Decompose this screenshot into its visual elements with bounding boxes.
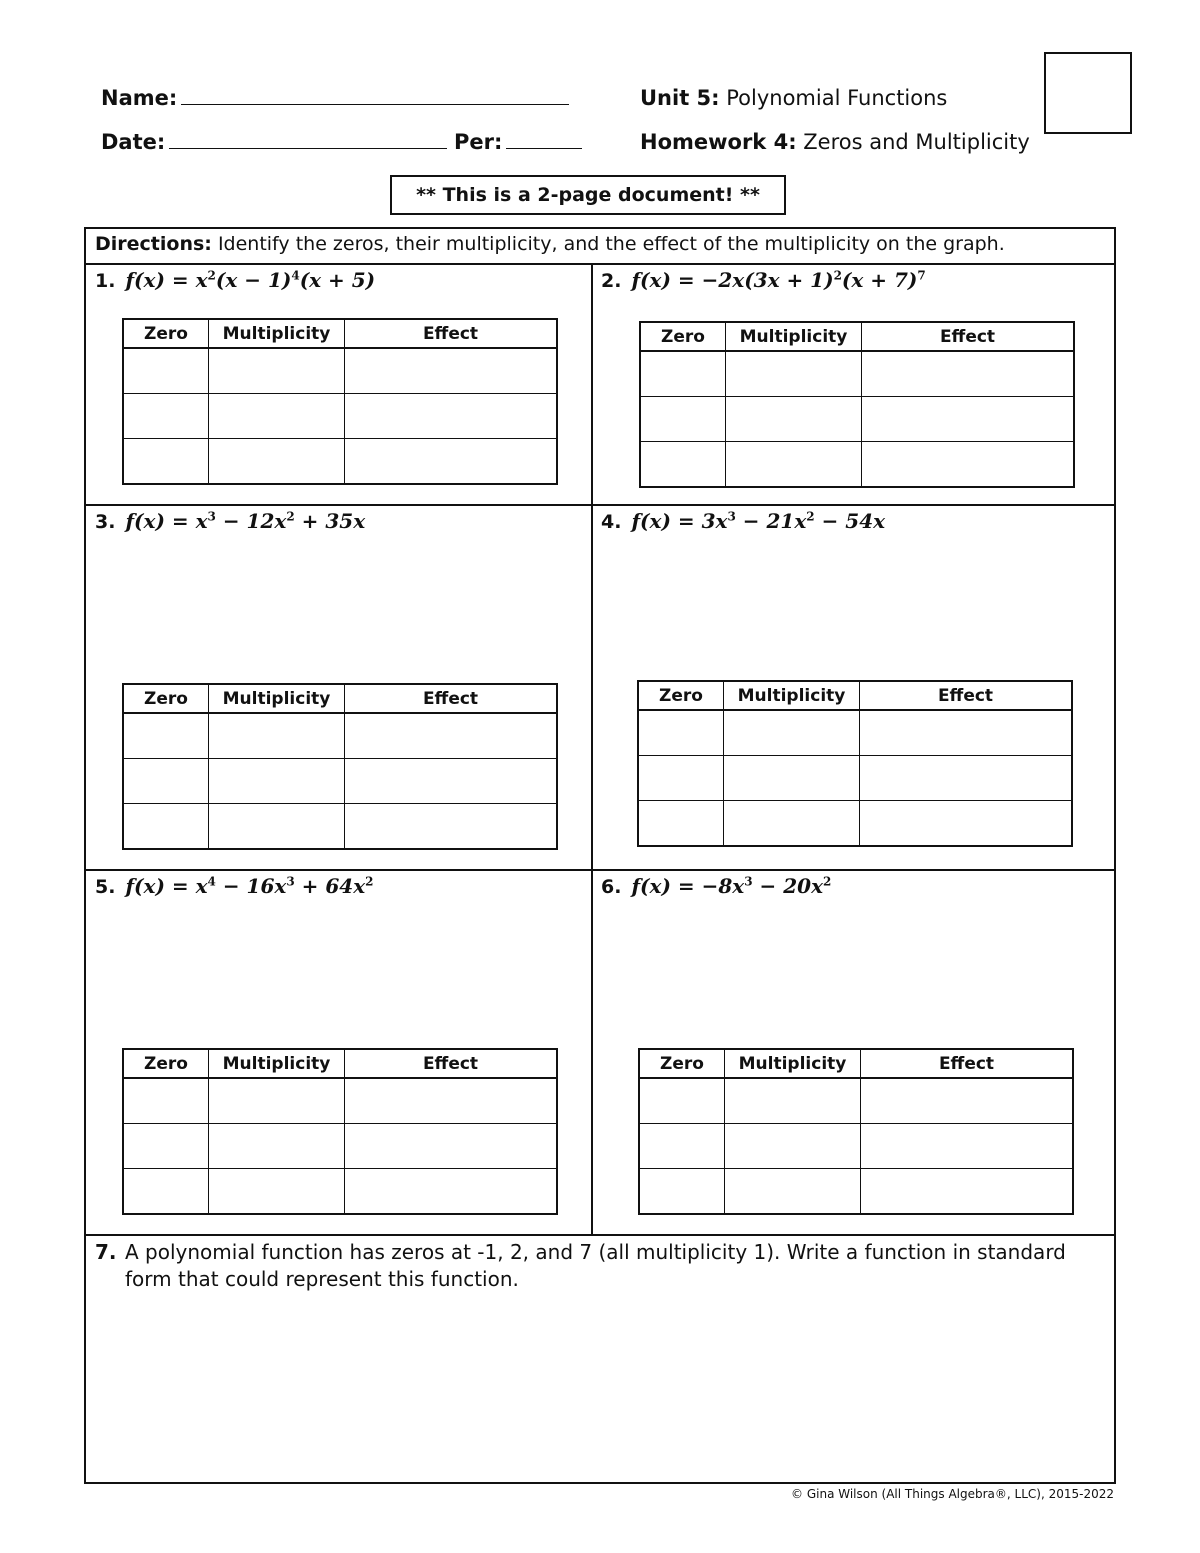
answer-cell[interactable] bbox=[860, 801, 1073, 847]
answer-cell[interactable] bbox=[860, 710, 1073, 756]
answer-cell[interactable] bbox=[724, 756, 860, 801]
answer-cell[interactable] bbox=[345, 759, 558, 804]
answer-cell[interactable] bbox=[209, 1124, 345, 1169]
problem-4 bbox=[601, 509, 885, 533]
problem-2 bbox=[601, 268, 926, 292]
effect-header: Effect bbox=[861, 1049, 1074, 1078]
answer-cell[interactable] bbox=[639, 1078, 725, 1124]
answer-cell[interactable] bbox=[345, 1169, 558, 1215]
answer-cell[interactable] bbox=[862, 351, 1075, 397]
answer-cell[interactable] bbox=[123, 759, 209, 804]
problem-number: 2. bbox=[601, 270, 622, 292]
answer-table-3 bbox=[122, 683, 558, 850]
answer-cell[interactable] bbox=[640, 351, 726, 397]
function-expression: $f(x) = -8x^3 - 20x^2$ bbox=[631, 874, 832, 898]
multiplicity-header: Multiplicity bbox=[724, 681, 860, 710]
name-field[interactable] bbox=[101, 86, 569, 110]
answer-cell[interactable] bbox=[640, 442, 726, 488]
answer-cell[interactable] bbox=[861, 1078, 1074, 1124]
answer-cell[interactable] bbox=[209, 394, 345, 439]
answer-cell[interactable] bbox=[345, 1124, 558, 1169]
copyright: © Gina Wilson (All Things Algebra®, LLC), 2015-2022 bbox=[791, 1487, 1114, 1501]
problem-5 bbox=[95, 874, 374, 898]
zero-header: Zero bbox=[638, 681, 724, 710]
problem-7-text: A polynomial function has zeros at -1, 2, and 7 (all multiplicity 1). Write a function in standard form that could represent this function. bbox=[125, 1240, 1066, 1291]
answer-cell[interactable] bbox=[123, 1124, 209, 1169]
answer-table-4 bbox=[637, 680, 1073, 847]
answer-cell[interactable] bbox=[123, 804, 209, 850]
answer-cell[interactable] bbox=[209, 713, 345, 759]
name-label: Name: bbox=[101, 86, 178, 110]
divider bbox=[84, 263, 1116, 265]
problem-number: 7. bbox=[95, 1240, 117, 1264]
directions-label: Directions: bbox=[95, 233, 212, 255]
multiplicity-header: Multiplicity bbox=[725, 1049, 861, 1078]
answer-cell[interactable] bbox=[639, 1169, 725, 1215]
homework-heading bbox=[640, 130, 1030, 154]
problem-number: 3. bbox=[95, 511, 116, 533]
answer-cell[interactable] bbox=[209, 759, 345, 804]
answer-cell[interactable] bbox=[638, 756, 724, 801]
answer-table-6 bbox=[638, 1048, 1074, 1215]
zero-header: Zero bbox=[123, 319, 209, 348]
two-page-notice: ** This is a 2-page document! ** bbox=[390, 175, 786, 215]
answer-cell[interactable] bbox=[861, 1124, 1074, 1169]
function-expression: $f(x) = 3x^3 - 21x^2 - 54x$ bbox=[631, 509, 886, 533]
effect-header: Effect bbox=[345, 684, 558, 713]
answer-cell[interactable] bbox=[725, 1078, 861, 1124]
answer-cell[interactable] bbox=[639, 1124, 725, 1169]
effect-header: Effect bbox=[860, 681, 1073, 710]
problem-6 bbox=[601, 874, 831, 898]
divider bbox=[84, 869, 1116, 871]
answer-cell[interactable] bbox=[345, 1078, 558, 1124]
answer-cell[interactable] bbox=[345, 394, 558, 439]
multiplicity-header: Multiplicity bbox=[209, 319, 345, 348]
column-divider bbox=[591, 263, 593, 1234]
answer-cell[interactable] bbox=[726, 351, 862, 397]
answer-cell[interactable] bbox=[638, 801, 724, 847]
problem-number: 6. bbox=[601, 876, 622, 898]
function-expression: $f(x) = x^2(x - 1)^4(x + 5)$ bbox=[125, 268, 376, 292]
answer-cell[interactable] bbox=[345, 713, 558, 759]
function-expression: $f(x) = -2x(3x + 1)^2(x + 7)^7$ bbox=[631, 268, 926, 292]
unit-label: Unit 5: bbox=[640, 86, 720, 110]
answer-cell[interactable] bbox=[209, 804, 345, 850]
score-box[interactable] bbox=[1044, 52, 1132, 134]
per-label: Per: bbox=[454, 130, 503, 154]
answer-table-1 bbox=[122, 318, 558, 485]
answer-cell[interactable] bbox=[209, 439, 345, 485]
answer-cell[interactable] bbox=[123, 1078, 209, 1124]
problem-1 bbox=[95, 268, 375, 292]
zero-header: Zero bbox=[123, 1049, 209, 1078]
answer-cell[interactable] bbox=[724, 710, 860, 756]
zero-header: Zero bbox=[123, 684, 209, 713]
per-line[interactable] bbox=[506, 148, 582, 149]
multiplicity-header: Multiplicity bbox=[726, 322, 862, 351]
multiplicity-header: Multiplicity bbox=[209, 1049, 345, 1078]
answer-cell[interactable] bbox=[345, 348, 558, 394]
problem-number: 5. bbox=[95, 876, 116, 898]
date-field[interactable] bbox=[101, 130, 447, 154]
zero-header: Zero bbox=[640, 322, 726, 351]
multiplicity-header: Multiplicity bbox=[209, 684, 345, 713]
answer-cell[interactable] bbox=[726, 442, 862, 488]
effect-header: Effect bbox=[345, 1049, 558, 1078]
period-field[interactable] bbox=[454, 130, 582, 154]
unit-title: Polynomial Functions bbox=[726, 86, 948, 110]
directions-text: Identify the zeros, their multiplicity, and the effect of the multiplicity on the graph. bbox=[217, 233, 1005, 255]
answer-cell[interactable] bbox=[123, 713, 209, 759]
zero-header: Zero bbox=[639, 1049, 725, 1078]
answer-cell[interactable] bbox=[345, 439, 558, 485]
answer-cell[interactable] bbox=[209, 1169, 345, 1215]
function-expression: $f(x) = x^3 - 12x^2 + 35x$ bbox=[125, 509, 366, 533]
homework-title: Zeros and Multiplicity bbox=[803, 130, 1030, 154]
homework-label: Homework 4: bbox=[640, 130, 797, 154]
answer-cell[interactable] bbox=[123, 439, 209, 485]
answer-cell[interactable] bbox=[345, 804, 558, 850]
answer-cell[interactable] bbox=[726, 397, 862, 442]
answer-cell[interactable] bbox=[640, 397, 726, 442]
date-label: Date: bbox=[101, 130, 166, 154]
answer-cell[interactable] bbox=[209, 348, 345, 394]
answer-cell[interactable] bbox=[862, 397, 1075, 442]
problem-7-answer-area[interactable] bbox=[96, 1300, 1106, 1476]
answer-cell[interactable] bbox=[638, 710, 724, 756]
answer-cell[interactable] bbox=[724, 801, 860, 847]
answer-cell[interactable] bbox=[725, 1169, 861, 1215]
answer-cell[interactable] bbox=[123, 394, 209, 439]
problem-7 bbox=[95, 1239, 1105, 1293]
answer-cell[interactable] bbox=[209, 1078, 345, 1124]
answer-cell[interactable] bbox=[862, 442, 1075, 488]
effect-header: Effect bbox=[862, 322, 1075, 351]
answer-table-2 bbox=[639, 321, 1075, 488]
date-line[interactable] bbox=[169, 148, 447, 149]
name-line[interactable] bbox=[181, 104, 569, 105]
answer-cell[interactable] bbox=[860, 756, 1073, 801]
unit-heading bbox=[640, 86, 947, 110]
directions bbox=[95, 233, 1005, 255]
answer-table-5 bbox=[122, 1048, 558, 1215]
divider bbox=[84, 504, 1116, 506]
answer-cell[interactable] bbox=[861, 1169, 1074, 1215]
effect-header: Effect bbox=[345, 319, 558, 348]
function-expression: $f(x) = x^4 - 16x^3 + 64x^2$ bbox=[125, 874, 374, 898]
problem-number: 4. bbox=[601, 511, 622, 533]
problem-number: 1. bbox=[95, 270, 116, 292]
answer-cell[interactable] bbox=[123, 1169, 209, 1215]
problem-3 bbox=[95, 509, 365, 533]
answer-cell[interactable] bbox=[123, 348, 209, 394]
answer-cell[interactable] bbox=[725, 1124, 861, 1169]
divider bbox=[84, 1234, 1116, 1236]
